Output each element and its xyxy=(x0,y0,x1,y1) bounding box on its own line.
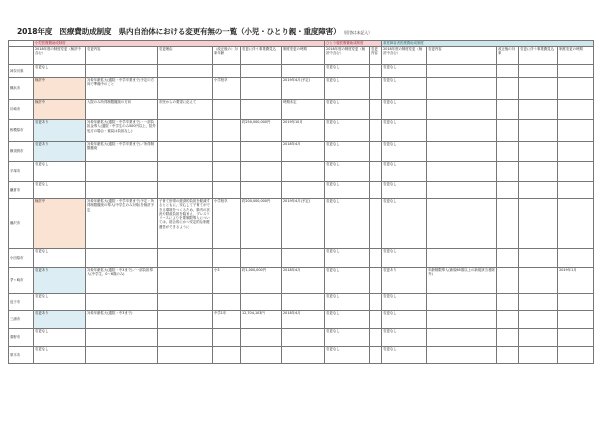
cell-cost: 約1,000,000円 xyxy=(241,268,282,294)
cell-j-target xyxy=(497,78,519,100)
cell-j-cost xyxy=(519,199,558,249)
cell-reason xyxy=(158,142,213,162)
cell-age: 小学校卒 xyxy=(213,78,241,100)
table-row xyxy=(9,162,594,182)
cell-hitori: 変更なし xyxy=(325,100,370,120)
cell-kids: 検討中 xyxy=(34,78,86,100)
cell-cost xyxy=(241,329,282,347)
cell-age xyxy=(213,294,241,311)
cell-j-target xyxy=(497,142,519,162)
cell-timing: 2018年4月 xyxy=(282,311,325,329)
cell-hitori-content xyxy=(370,100,382,120)
cell-j-cost xyxy=(519,347,558,364)
cell-j-content xyxy=(427,78,497,100)
column-header: 制度変更の時期 xyxy=(558,47,594,65)
cell-content: 対象年齢拡大(通院・中3まで)／一部負担導入(中学生、0～6歳のみ) xyxy=(86,268,158,294)
cell-j-target xyxy=(497,100,519,120)
cell-j-cost xyxy=(519,311,558,329)
cell-cost xyxy=(241,100,282,120)
cell-j-target xyxy=(497,199,519,249)
cell-j-cost xyxy=(519,162,558,182)
cell-j-cost xyxy=(519,65,558,78)
cell-kids: 変更あり xyxy=(34,142,86,162)
cell-cost xyxy=(241,78,282,100)
cell-hitori: 変更なし xyxy=(325,329,370,347)
cell-j-content xyxy=(427,162,497,182)
cell-muni: 神奈川県 xyxy=(9,65,34,78)
cell-j-timing xyxy=(558,329,594,347)
cell-j-cost xyxy=(519,182,558,199)
column-header: 2018年度の制度変更（検討中含む） xyxy=(34,47,86,65)
cell-content: 対象年齢拡大(通院・中3まで) xyxy=(86,311,158,329)
cell-j-timing xyxy=(558,100,594,120)
cell-kids: 変更なし xyxy=(34,294,86,311)
column-header: 変更に伴う事業費見込 xyxy=(519,47,558,65)
column-header: 変更内容 xyxy=(86,47,158,65)
cell-hitori: 変更なし xyxy=(325,294,370,311)
cell-j-target xyxy=(497,249,519,268)
cell-age xyxy=(213,329,241,347)
table-row xyxy=(9,100,594,120)
cell-j-content xyxy=(427,120,497,142)
cell-hitori-content xyxy=(370,347,382,364)
column-header: 制度変更の時期 xyxy=(282,47,325,65)
column-header: 変更内容 xyxy=(427,47,497,65)
cell-jushou: 変更なし xyxy=(382,311,427,329)
cell-hitori: 変更なし xyxy=(325,182,370,199)
cell-timing xyxy=(282,347,325,364)
cell-cost xyxy=(241,142,282,162)
cell-j-content xyxy=(427,249,497,268)
cell-jushou: 変更なし xyxy=(382,182,427,199)
cell-reason xyxy=(158,78,213,100)
cell-reason xyxy=(158,268,213,294)
cell-j-timing xyxy=(558,162,594,182)
column-header: 改正後の対象 xyxy=(497,47,519,65)
group-kids: 小児医療費助成制度 xyxy=(34,41,325,47)
cell-kids: 検討中 xyxy=(34,100,86,120)
cell-muni: 藤沢市 xyxy=(9,199,34,249)
cell-muni: 小田原市 xyxy=(9,249,34,268)
cell-j-target xyxy=(497,329,519,347)
cell-timing xyxy=(282,249,325,268)
cell-muni: 秦野市 xyxy=(9,329,34,347)
cell-j-cost xyxy=(519,294,558,311)
cell-j-target xyxy=(497,120,519,142)
cell-age xyxy=(213,249,241,268)
cell-reason xyxy=(158,311,213,329)
cell-age xyxy=(213,182,241,199)
group-hitori: ひとり親医療費助成制度 xyxy=(325,41,382,47)
table-row xyxy=(9,182,594,199)
cell-hitori: 変更なし xyxy=(325,162,370,182)
cell-cost xyxy=(241,249,282,268)
cell-content xyxy=(86,294,158,311)
table-row xyxy=(9,347,594,364)
cell-kids: 変更あり xyxy=(34,120,86,142)
cell-kids: 変更なし xyxy=(34,249,86,268)
cell-age: 小学校卒 xyxy=(213,199,241,249)
table-row xyxy=(9,249,594,268)
cell-hitori-content xyxy=(370,182,382,199)
cell-muni: 相模原市 xyxy=(9,120,34,142)
cell-muni: 逗子市 xyxy=(9,294,34,311)
cell-hitori-content xyxy=(370,329,382,347)
cell-j-timing: 2019年1月 xyxy=(558,268,594,294)
cell-cost xyxy=(241,65,282,78)
cell-hitori-content xyxy=(370,249,382,268)
cell-muni: 茅ヶ崎市 xyxy=(9,268,34,294)
cell-j-content xyxy=(427,329,497,347)
cell-age xyxy=(213,347,241,364)
cell-timing: 2019年10月 xyxy=(282,120,325,142)
cell-j-timing xyxy=(558,182,594,199)
cell-age xyxy=(213,100,241,120)
cell-reason xyxy=(158,294,213,311)
cell-content xyxy=(86,329,158,347)
cell-timing xyxy=(282,329,325,347)
cell-hitori: 変更なし xyxy=(325,311,370,329)
cell-age: 小3 xyxy=(213,268,241,294)
cell-j-cost xyxy=(519,268,558,294)
cell-kids: 変更なし xyxy=(34,347,86,364)
cell-j-content xyxy=(427,182,497,199)
cell-hitori: 変更なし xyxy=(325,120,370,142)
cell-muni: 川崎市 xyxy=(9,100,34,120)
cell-muni: 三浦市 xyxy=(9,311,34,329)
cell-timing: 2018年4月 xyxy=(282,142,325,162)
title-note: （回答は未記入） xyxy=(343,30,372,35)
cell-hitori-content xyxy=(370,294,382,311)
cell-j-cost xyxy=(519,78,558,100)
cell-j-timing xyxy=(558,78,594,100)
cell-content: 対象年齢拡大(通院・中学卒業まで)予定の方向で準備中のこと xyxy=(86,78,158,100)
cell-j-timing xyxy=(558,347,594,364)
cell-j-target xyxy=(497,65,519,78)
cell-cost xyxy=(241,162,282,182)
cell-jushou: 変更なし xyxy=(382,100,427,120)
cell-j-target xyxy=(497,294,519,311)
cell-hitori: 変更なし xyxy=(325,65,370,78)
column-header: 変更に伴う事業費見込 xyxy=(241,47,282,65)
column-header-row xyxy=(9,47,594,65)
cell-kids: 変更なし xyxy=(34,162,86,182)
cell-jushou: 変更なし xyxy=(382,249,427,268)
cell-hitori-content xyxy=(370,311,382,329)
cell-j-content xyxy=(427,142,497,162)
column-header: 変更理由 xyxy=(158,47,213,65)
cell-content: 対象年齢拡大(通院・中学卒業まで)予定・所得制限撤廃の導入(中学生のみ対象)を検討予定 xyxy=(86,199,158,249)
cell-age: 中学1年 xyxy=(213,311,241,329)
column-header: （改正後の）対象年齢 xyxy=(213,47,241,65)
cell-jushou: 変更なし xyxy=(382,65,427,78)
cell-j-timing xyxy=(558,249,594,268)
cell-hitori-content xyxy=(370,142,382,162)
cell-reason xyxy=(158,120,213,142)
cell-cost: 約250,000,000円 xyxy=(241,120,282,142)
cell-reason xyxy=(158,249,213,268)
cell-age xyxy=(213,120,241,142)
cell-hitori-content xyxy=(370,65,382,78)
table-row xyxy=(9,65,594,78)
cell-hitori: 変更なし xyxy=(325,347,370,364)
cell-j-timing xyxy=(558,65,594,78)
cell-timing xyxy=(282,294,325,311)
cell-content xyxy=(86,249,158,268)
cell-j-timing xyxy=(558,294,594,311)
cell-reason: 市民からの要望に応えて xyxy=(158,100,213,120)
cell-kids: 変更なし xyxy=(34,182,86,199)
cell-j-target xyxy=(497,268,519,294)
title-text: 2018年度 医療費助成制度 県内自治体における変更有無の一覧（小児・ひとり親・重度障害） xyxy=(17,27,341,36)
cell-j-timing xyxy=(558,120,594,142)
table-row xyxy=(9,329,594,347)
table-row xyxy=(9,311,594,329)
cell-jushou: 変更なし xyxy=(382,142,427,162)
cell-j-content xyxy=(427,100,497,120)
cell-timing xyxy=(282,162,325,182)
cell-reason xyxy=(158,162,213,182)
cell-content: 対象年齢拡大(通院・中学卒業まで)・一部負担金導入(通院・中学生のみ500円以上、院外処方の場合・薬局は負担なし) xyxy=(86,120,158,142)
cell-jushou: 変更なし xyxy=(382,294,427,311)
cell-j-target xyxy=(497,162,519,182)
cell-muni: 横浜市 xyxy=(9,78,34,100)
cell-jushou: 変更あり xyxy=(382,268,427,294)
cell-content xyxy=(86,347,158,364)
cell-muni: 平塚市 xyxy=(9,162,34,182)
cell-cost xyxy=(241,294,282,311)
table-row xyxy=(9,268,594,294)
cell-reason xyxy=(158,329,213,347)
cell-j-content xyxy=(427,311,497,329)
column-header xyxy=(9,47,34,65)
cell-muni: 厚木市 xyxy=(9,347,34,364)
group-jushou: 重度障害者医療費助成制度 xyxy=(382,41,594,47)
cell-jushou: 変更なし xyxy=(382,78,427,100)
cell-kids: 検討中 xyxy=(34,199,86,249)
cell-cost xyxy=(241,182,282,199)
cell-content: 入院のみ所得制限撤廃の方向 xyxy=(86,100,158,120)
cell-timing xyxy=(282,65,325,78)
column-header: 変更内容 xyxy=(370,47,382,65)
cell-muni: 鎌倉市 xyxy=(9,182,34,199)
cell-hitori: 変更なし xyxy=(325,268,370,294)
cell-timing: 2018年4月 xyxy=(282,268,325,294)
cell-j-target xyxy=(497,311,519,329)
cell-timing xyxy=(282,182,325,199)
cell-reason xyxy=(158,182,213,199)
cell-j-content xyxy=(427,199,497,249)
cell-timing: 時期未定 xyxy=(282,100,325,120)
cell-jushou: 変更なし xyxy=(382,347,427,364)
cell-jushou: 変更なし xyxy=(382,329,427,347)
table-row xyxy=(9,142,594,162)
column-header: 2018年度の制度変更（検討中含む） xyxy=(325,47,370,65)
cell-j-cost xyxy=(519,329,558,347)
cell-hitori-content xyxy=(370,199,382,249)
cell-hitori-content xyxy=(370,162,382,182)
page-title xyxy=(17,26,372,37)
cell-age xyxy=(213,162,241,182)
cell-cost: 約200,000,000円 xyxy=(241,199,282,249)
cell-j-content: 年齢制限導入(新規65歳以上の新規該当者除外) xyxy=(427,268,497,294)
cell-hitori: 変更なし xyxy=(325,78,370,100)
cell-reason: 子育て世帯の経済的負担を軽減するとともに、安心して子育てができる環境をつくるため、県内の状況や財政負担を踏まえ、プレスリリースによりを要制限導入については、総合的にかつ安定的な制度運営ができるように xyxy=(158,199,213,249)
cell-kids: 変更なし xyxy=(34,65,86,78)
cell-content: 対象年齢拡大(通院・中学卒業まで)／所得制限撤廃 xyxy=(86,142,158,162)
cell-j-content xyxy=(427,65,497,78)
column-header: 2018年度の制度変更（検討中含む） xyxy=(382,47,427,65)
cell-j-cost xyxy=(519,120,558,142)
cell-timing: 2019年4月(予定) xyxy=(282,199,325,249)
cell-muni: 横須賀市 xyxy=(9,142,34,162)
cell-j-target xyxy=(497,182,519,199)
cell-j-target xyxy=(497,347,519,364)
cell-j-content xyxy=(427,294,497,311)
cell-kids: 変更あり xyxy=(34,311,86,329)
municipality-table xyxy=(8,40,594,364)
cell-cost: 12,704,103円 xyxy=(241,311,282,329)
cell-kids: 変更あり xyxy=(34,268,86,294)
cell-content xyxy=(86,162,158,182)
cell-hitori-content xyxy=(370,120,382,142)
cell-hitori-content xyxy=(370,78,382,100)
cell-age xyxy=(213,142,241,162)
cell-jushou: 変更なし xyxy=(382,120,427,142)
cell-age xyxy=(213,65,241,78)
cell-content xyxy=(86,182,158,199)
table-row xyxy=(9,120,594,142)
cell-hitori: 変更なし xyxy=(325,249,370,268)
cell-jushou: 変更なし xyxy=(382,199,427,249)
cell-j-content xyxy=(427,347,497,364)
cell-j-cost xyxy=(519,249,558,268)
cell-j-timing xyxy=(558,199,594,249)
cell-hitori: 変更なし xyxy=(325,142,370,162)
cell-jushou: 変更なし xyxy=(382,162,427,182)
cell-hitori-content xyxy=(370,268,382,294)
cell-reason xyxy=(158,347,213,364)
table-row xyxy=(9,294,594,311)
cell-kids: 変更なし xyxy=(34,329,86,347)
cell-timing: 2019年4月(予定) xyxy=(282,78,325,100)
cell-j-cost xyxy=(519,142,558,162)
cell-reason xyxy=(158,65,213,78)
cell-content xyxy=(86,65,158,78)
cell-cost xyxy=(241,347,282,364)
table-row xyxy=(9,78,594,100)
cell-j-timing xyxy=(558,142,594,162)
cell-j-timing xyxy=(558,311,594,329)
cell-j-cost xyxy=(519,100,558,120)
cell-hitori: 変更なし xyxy=(325,199,370,249)
table-row xyxy=(9,199,594,249)
